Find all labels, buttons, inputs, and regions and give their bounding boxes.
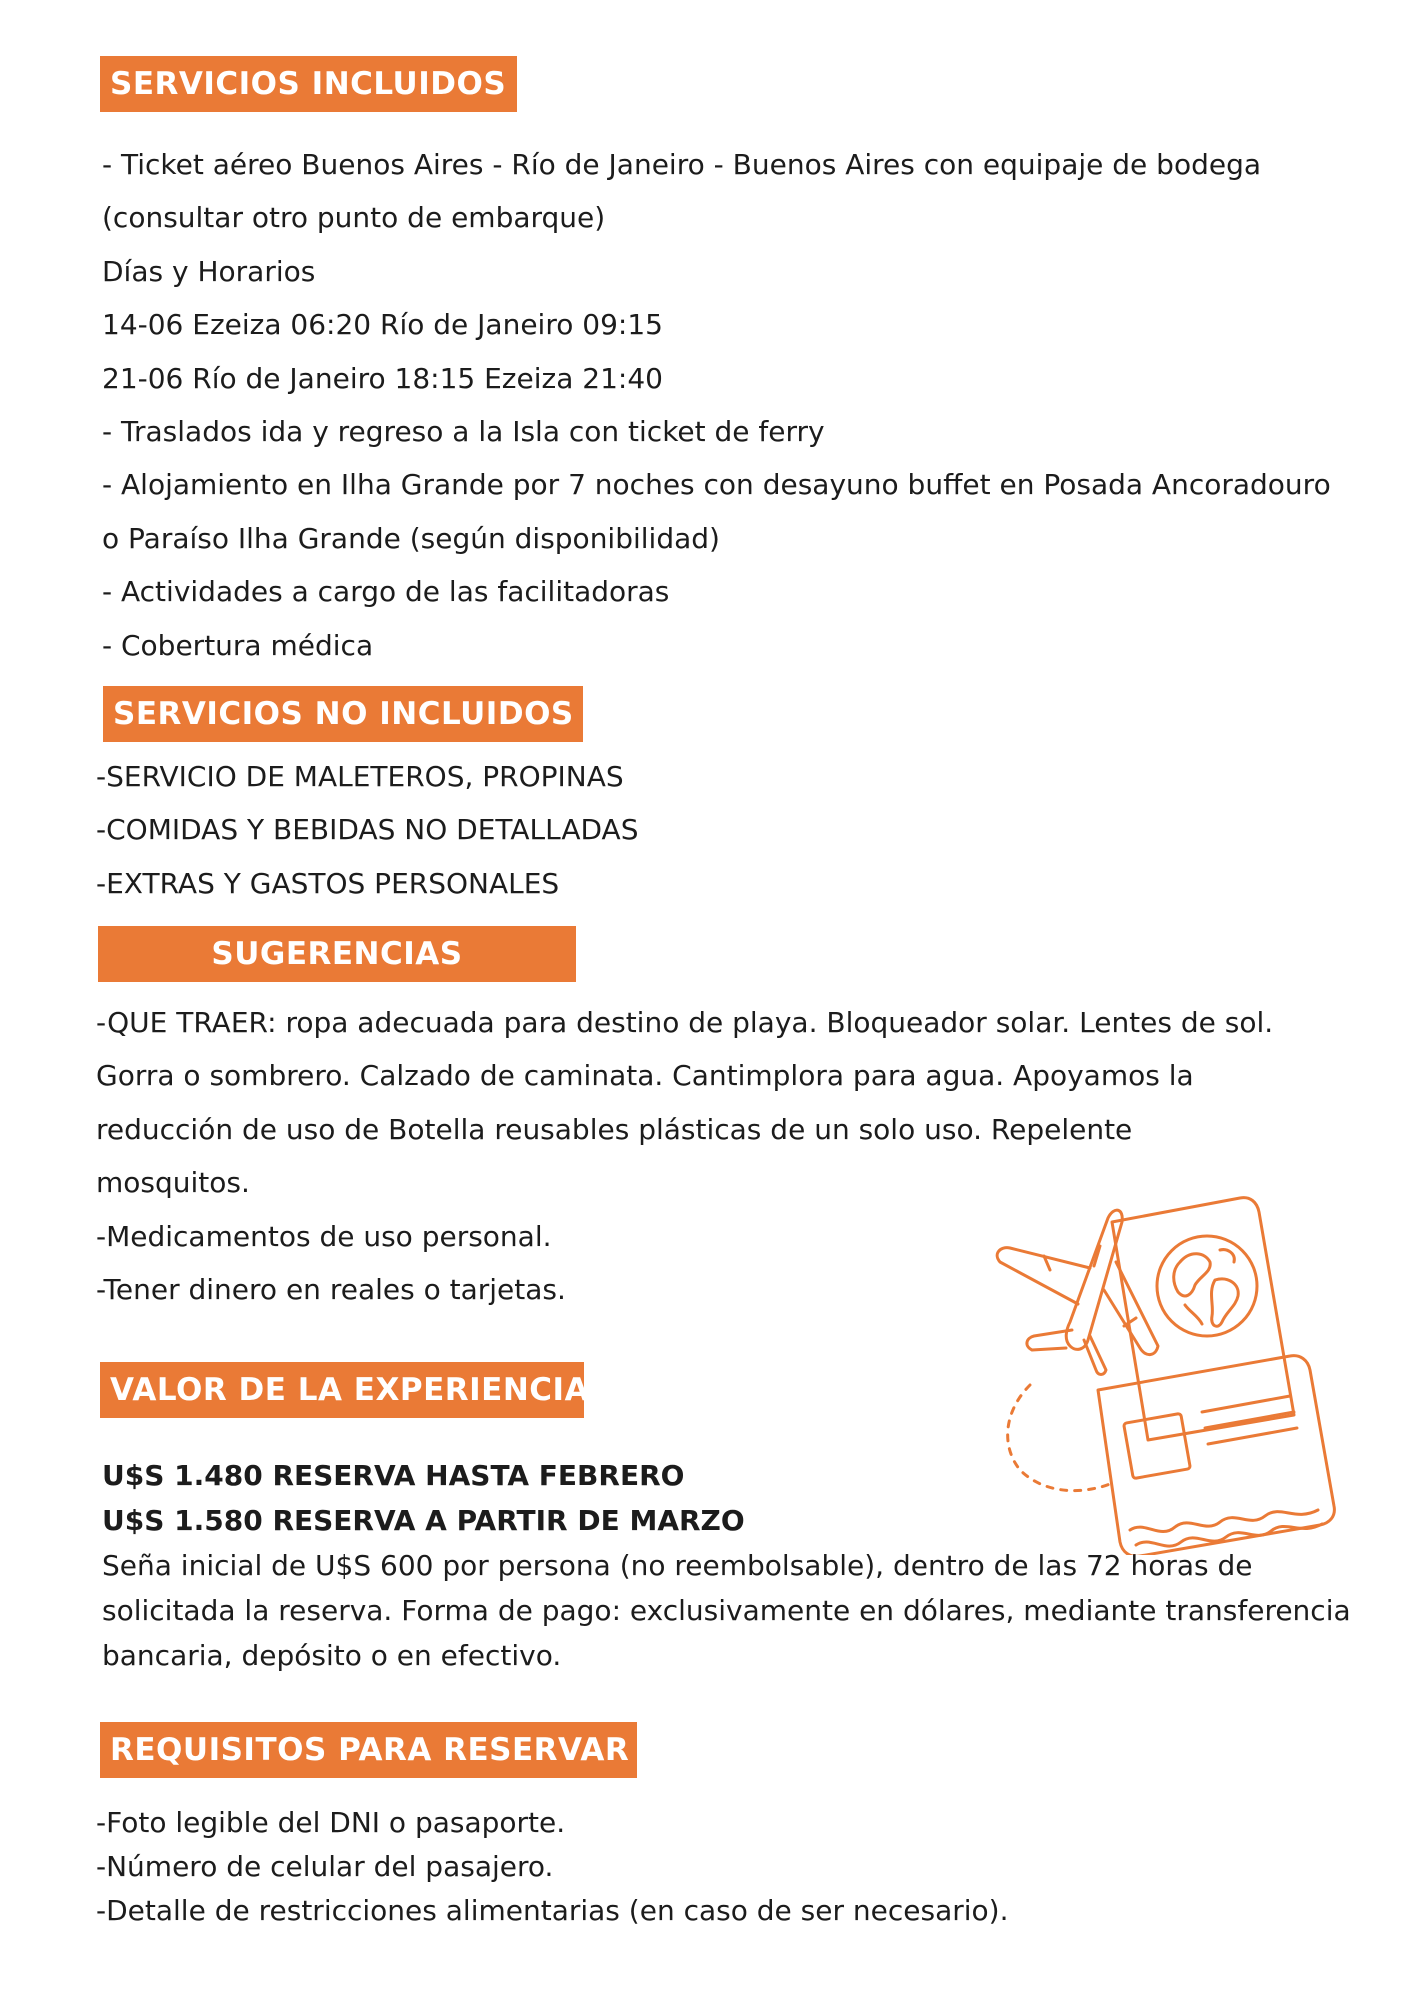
list-item: - Actividades a cargo de las facilitadoras [102, 575, 670, 609]
list-item: -Número de celular del pasajero. [96, 1850, 554, 1883]
list-item: -SERVICIO DE MALETEROS, PROPINAS [96, 760, 624, 793]
passport-airplane-icon [970, 1180, 1355, 1555]
detail-line: bancaria, depósito o en efectivo. [102, 1639, 562, 1672]
price-line: U$S 1.480 RESERVA HASTA FEBRERO [102, 1459, 685, 1492]
detail-line: Seña inicial de U$S 600 por persona (no reembolsable), dentro de las 72 horas de [102, 1549, 1253, 1582]
list-item: -EXTRAS Y GASTOS PERSONALES [96, 866, 560, 900]
list-item: Gorra o sombrero. Calzado de caminata. Cantimplora para agua. Apoyamos la [96, 1059, 1194, 1093]
price-list [102, 1453, 745, 1543]
list-item: -QUE TRAER: ropa adecuada para destino de playa. Bloqueador solar. Lentes de sol. [96, 1006, 1274, 1039]
list-item: (consultar otro punto de embarque) [102, 201, 606, 235]
list-item: -Detalle de restricciones alimentarias (en caso de ser necesario). [96, 1894, 1009, 1927]
list-item: - Cobertura médica [102, 628, 374, 662]
list-item: -Foto legible del DNI o pasaporte. [96, 1806, 566, 1839]
list-item: - Alojamiento en Ilha Grande por 7 noches con desayuno buffet en Posada Ancoradouro [102, 468, 1331, 502]
list-item: -COMIDAS Y BEBIDAS NO DETALLADAS [96, 813, 639, 847]
sugerencias-heading: SUGERENCIAS [98, 926, 576, 982]
photo-box [1124, 1413, 1191, 1478]
list-item: - Ticket aéreo Buenos Aires - Río de Janeiro - Buenos Aires con equipaje de bodega [102, 148, 1262, 181]
requisitos-heading: REQUISITOS PARA RESERVAR [100, 1722, 637, 1778]
globe-icon [1157, 1236, 1257, 1336]
passport-back-page [1112, 1198, 1294, 1440]
servicios-no-incluidos-list [96, 750, 639, 910]
servicios-no-incluidos-heading: SERVICIOS NO INCLUIDOS [103, 686, 583, 742]
servicios-incluidos-heading: SERVICIOS INCLUIDOS [100, 56, 517, 112]
valor-experiencia-heading: VALOR DE LA EXPERIENCIA [100, 1362, 584, 1418]
list-item: -Medicamentos de uso personal. [96, 1219, 552, 1253]
list-item: 21-06 Río de Janeiro 18:15 Ezeiza 21:40 [102, 361, 663, 395]
valor-details [102, 1543, 1351, 1678]
list-item: - Traslados ida y regreso a la Isla con ticket de ferry [102, 415, 825, 449]
list-item: reducción de uso de Botella reusables plásticas de un solo uso. Repelente [96, 1112, 1133, 1146]
list-item: Días y Horarios [102, 254, 316, 288]
requisitos-list [96, 1801, 1008, 1933]
list-item: mosquitos. [96, 1166, 250, 1200]
list-item: o Paraíso Ilha Grande (según disponibilidad) [102, 521, 720, 555]
detail-line: solicitada la reserva. Forma de pago: exclusivamente en dólares, mediante transferencia [102, 1594, 1351, 1627]
list-item: 14-06 Ezeiza 06:20 Río de Janeiro 09:15 [102, 308, 663, 342]
servicios-incluidos-list [102, 138, 1331, 672]
list-item: -Tener dinero en reales o tarjetas. [96, 1273, 566, 1307]
price-line: U$S 1.580 RESERVA A PARTIR DE MARZO [102, 1504, 745, 1537]
